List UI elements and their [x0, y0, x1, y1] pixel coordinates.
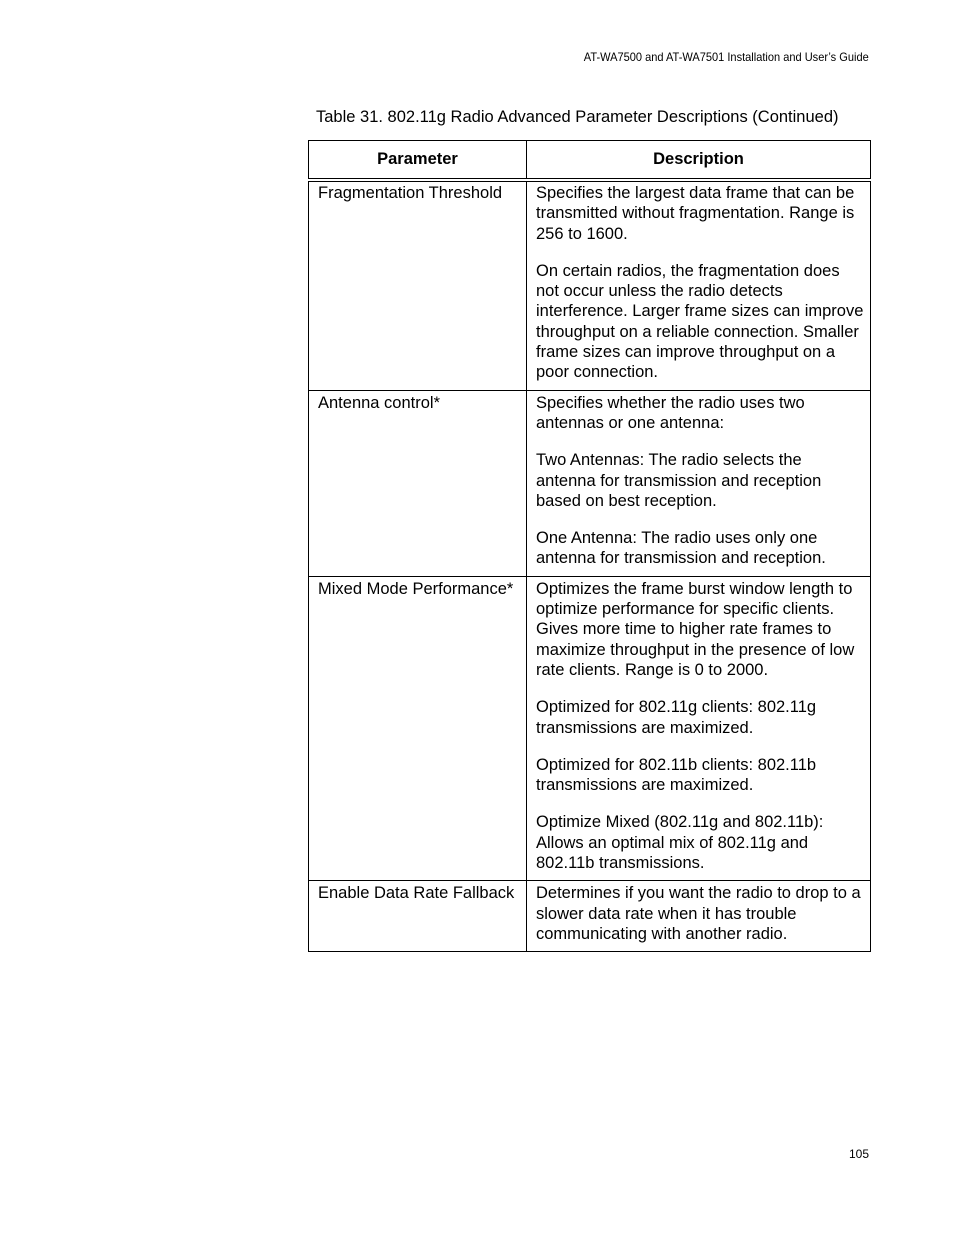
description-cell — [527, 180, 871, 390]
parameter-table — [308, 140, 871, 952]
description-paragraph: On certain radios, the fragmentation does not occur unless the radio detects interference. Larger frame sizes can improve throughput on a reliable connection. Smaller frame sizes can improve throughput on a poor connection. — [536, 261, 864, 382]
parameter-cell: Enable Data Rate Fallback — [309, 881, 527, 952]
page-number: 105 — [848, 1147, 869, 1161]
description-paragraph: One Antenna: The radio uses only one antenna for transmission and reception. — [536, 529, 826, 568]
description-paragraph: Determines if you want the radio to drop to a slower data rate when it has trouble communicating with another radio. — [536, 884, 861, 943]
table-row — [309, 390, 871, 576]
parameter-cell: Antenna control* — [309, 390, 527, 576]
table-header-row — [309, 141, 871, 181]
column-header-parameter: Parameter — [309, 141, 527, 181]
description-paragraph: Specifies the largest data frame that can be transmitted without fragmentation. Range is 256 to 1600. — [536, 184, 855, 243]
description-cell — [527, 881, 871, 952]
description-paragraph: Optimizes the frame burst window length to optimize performance for specific clients. Gives more time to higher rate frames to maximize throughput in the presence of low rate clients. Range is 0 to 2000. — [536, 579, 855, 679]
description-cell — [527, 576, 871, 881]
running-header: AT-WA7500 and AT-WA7501 Installation and User’s Guide — [584, 50, 869, 64]
parameter-cell: Mixed Mode Performance* — [309, 576, 527, 881]
table-caption: Table 31. 802.11g Radio Advanced Parameter Descriptions (Continued) — [316, 108, 839, 126]
description-paragraph: Specifies whether the radio uses two antennas or one antenna: — [536, 393, 805, 432]
column-header-description: Description — [527, 141, 871, 181]
description-paragraph: Optimized for 802.11g clients: 802.11g transmissions are maximized. — [536, 698, 817, 737]
table-row — [309, 180, 871, 390]
table-row — [309, 881, 871, 952]
description-cell — [527, 390, 871, 576]
description-paragraph: Optimized for 802.11b clients: 802.11b transmissions are maximized. — [536, 755, 817, 795]
description-paragraph: Two Antennas: The radio selects the antenna for transmission and reception based on best reception. — [536, 451, 822, 510]
table-row — [309, 576, 871, 881]
description-paragraph: Optimize Mixed (802.11g and 802.11b): Allows an optimal mix of 802.11g and 802.11b transmissions. — [536, 813, 824, 873]
parameter-cell: Fragmentation Threshold — [309, 180, 527, 390]
